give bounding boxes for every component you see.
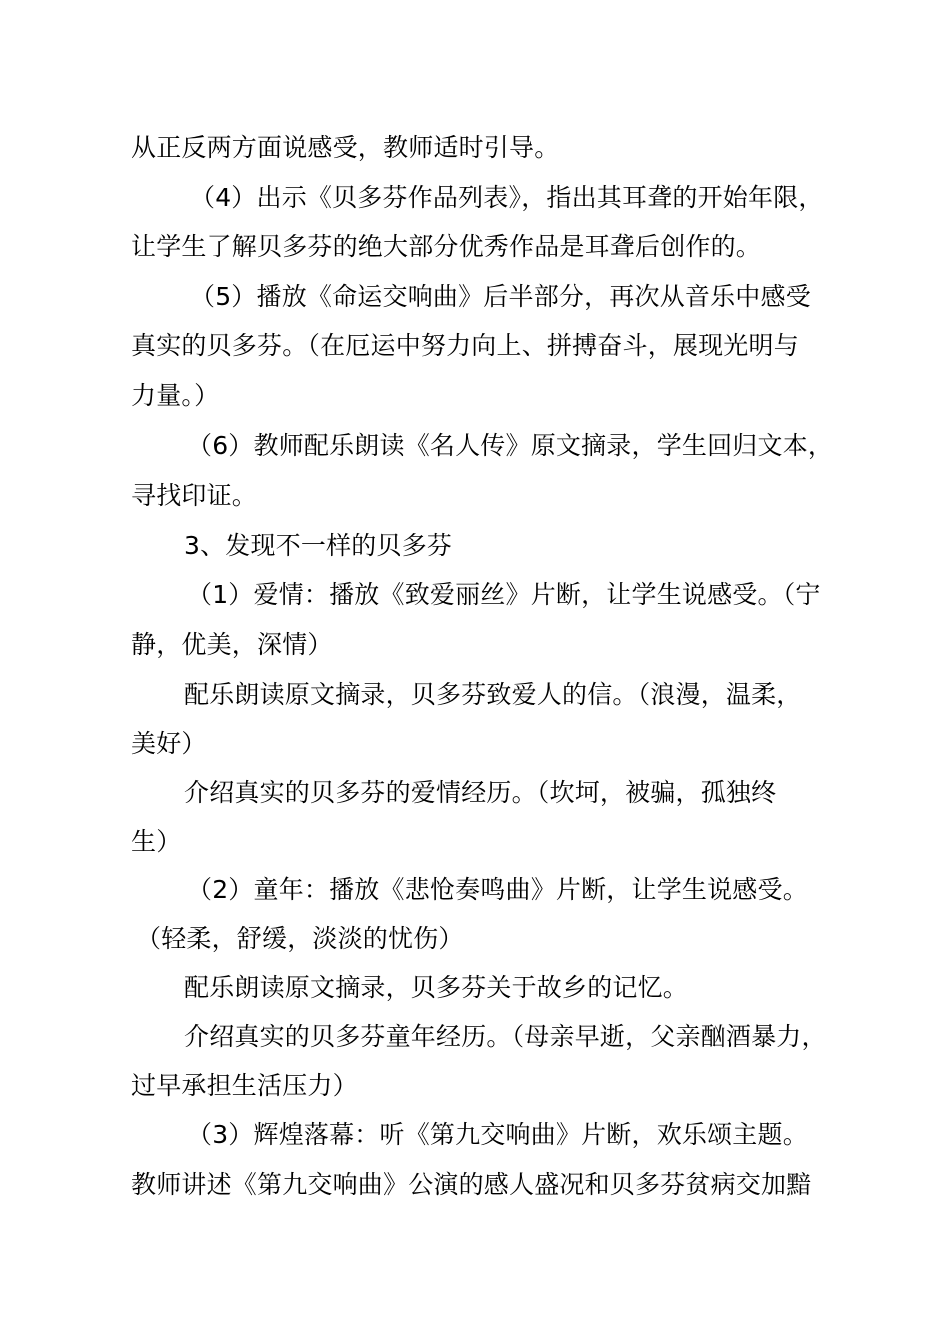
text-line: （2）童年：播放《悲怆奏鸣曲》片断，让学生说感受。 [187,875,808,904]
text-line: （4）出示《贝多芬作品列表》，指出其耳聋的开始年限， [190,183,824,212]
text-line: （1）爱情：播放《致爱丽丝》片断，让学生说感受。（宁 [187,580,821,609]
text-line: 配乐朗读原文摘录，贝多芬关于故乡的记忆。 [184,973,689,1002]
text-line: 教师讲述《第九交响曲》公演的感人盛况和贝多芬贫病交加黯 [131,1170,812,1199]
text-line: （5）播放《命运交响曲》后半部分，再次从音乐中感受 [190,282,811,311]
text-line: 真实的贝多芬。（在厄运中努力向上、拼搏奋斗，展现光明与 [131,331,799,360]
text-line: 力量。） [131,381,220,410]
text-line: （轻柔，舒缓，淡淡的忧伤） [136,924,464,953]
text-line: 过早承担生活压力） [131,1071,358,1100]
text-line: 静，优美，深情） [131,630,333,659]
text-line: 让学生了解贝多芬的绝大部分优秀作品是耳聋后创作的。 [131,232,762,261]
text-line: 从正反两方面说感受，教师适时引导。 [131,133,560,162]
text-line: 生） [131,827,182,856]
text-line: （3）辉煌落幕：听《第九交响曲》片断，欢乐颂主题。 [187,1120,808,1149]
text-line: 配乐朗读原文摘录，贝多芬致爱人的信。（浪漫，温柔， [184,680,802,709]
text-line: 美好） [131,729,207,758]
text-line: 介绍真实的贝多芬的爱情经历。（坎坷，被骗，孤独终 [184,778,777,807]
section-heading: 3、发现不一样的贝多芬 [184,531,453,560]
text-line: 寻找印证。 [131,481,258,510]
text-line: 介绍真实的贝多芬童年经历。（母亲早逝，父亲酗酒暴力， [184,1022,827,1051]
text-line: （6）教师配乐朗读《名人传》原文摘录，学生回归文本， [187,431,834,460]
